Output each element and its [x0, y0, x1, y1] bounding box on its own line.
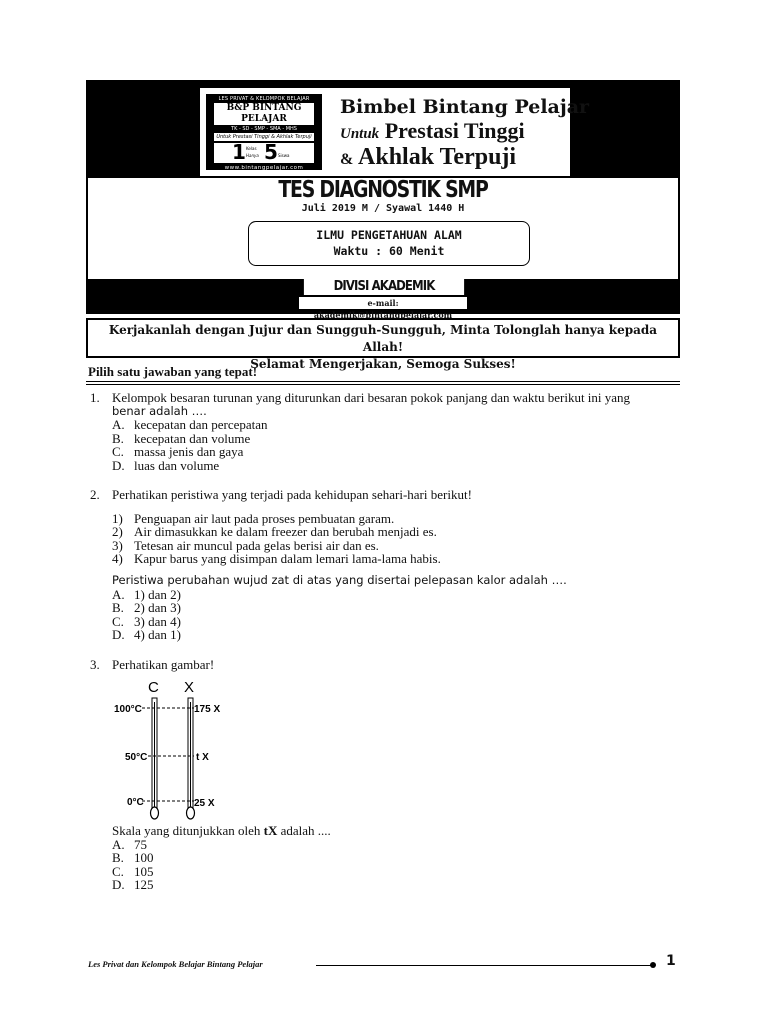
option-key: D.	[112, 457, 125, 473]
statement-key: 2)	[112, 524, 123, 540]
prompt-variable: tX	[263, 823, 278, 838]
footer-line	[316, 965, 652, 966]
question-1	[90, 391, 680, 473]
logo-website: www.bintangpelajar.com	[224, 165, 304, 171]
answer-options	[112, 588, 680, 642]
motto-line2: Selamat Mengerjakan, Semoga Sukses!	[250, 357, 516, 371]
statement-text: Kapur barus yang disimpan dalam lemari lama-lama habis.	[134, 551, 441, 567]
option-c	[112, 445, 680, 459]
scale-label-x: X	[184, 679, 195, 696]
logo-tagline: Untuk Prestasi Tinggi & Akhlak Terpuji	[214, 133, 314, 141]
brand-akhlak: Akhlak Terpuji	[358, 144, 517, 170]
question-text: Perhatikan peristiwa yang terjadi pada kehidupan sehari-hari berikut!	[112, 487, 472, 502]
question-prompt: Peristiwa perubahan wujud zat di atas yang disertai pelepasan kalor adalah ….	[112, 572, 567, 587]
brand-title: Bimbel Bintang Pelajar	[340, 96, 590, 118]
option-b	[112, 851, 680, 865]
reference-lines	[142, 708, 194, 801]
logo-hanya: Hanya	[246, 153, 259, 158]
statement-key: 3)	[112, 537, 123, 553]
question-number: 1.	[90, 390, 100, 405]
option-key: A.	[112, 417, 125, 433]
statement-item	[112, 525, 680, 539]
motto-box	[86, 318, 680, 371]
option-a	[112, 838, 680, 852]
option-d	[112, 628, 680, 642]
option-key: A.	[112, 836, 125, 852]
question-text-continued: benar adalah ….	[112, 403, 207, 418]
logo-line1: LES PRIVAT & KELOMPOK BELAJAR	[218, 96, 310, 102]
option-text: 1) dan 2)	[134, 586, 181, 602]
statement-item	[112, 552, 680, 566]
answer-options	[112, 838, 680, 892]
logo-siswa: Siswa	[278, 153, 290, 158]
option-a	[112, 418, 680, 432]
test-duration: Waktu : 60 Menit	[333, 244, 445, 258]
option-text: massa jenis dan gaya	[134, 444, 244, 460]
logo-number-5: 5	[264, 140, 278, 164]
question-text: Perhatikan gambar!	[112, 657, 215, 672]
logo-number-1: 1	[232, 140, 246, 164]
option-key: B.	[112, 430, 124, 446]
question-text: Kelompok besaran turunan yang diturunkan dari besaran pokok panjang dan waktu berikut ini yang	[112, 390, 631, 405]
brand-ampersand: &	[340, 151, 354, 168]
question-3-prompt	[90, 824, 680, 892]
option-key: D.	[112, 877, 125, 893]
prompt-prefix: Skala yang ditunjukkan oleh	[112, 823, 264, 838]
statement-text: Tetesan air muncul pada gelas berisi air dan es.	[134, 537, 379, 553]
instruction-text: Pilih satu jawaban yang tepat!	[88, 364, 258, 379]
option-c	[112, 615, 680, 629]
bintang-pelajar-logo	[206, 94, 322, 170]
option-c	[112, 865, 680, 879]
divider-line	[86, 381, 680, 382]
statement-key: 4)	[112, 551, 123, 567]
option-text: kecepatan dan percepatan	[134, 417, 268, 433]
option-text: 2) dan 3)	[134, 600, 181, 616]
option-text: 3) dan 4)	[134, 613, 181, 629]
brand-panel	[200, 88, 590, 176]
x-top-label: 175 X	[194, 704, 221, 715]
c-bottom-label: 0°C	[127, 797, 144, 808]
option-key: B.	[112, 850, 124, 866]
exam-header	[86, 80, 680, 320]
option-text: 75	[134, 836, 147, 852]
statement-list	[112, 512, 680, 566]
question-number: 3.	[90, 657, 100, 672]
footer-dot	[650, 962, 656, 968]
c-mid-label: 50°C	[125, 752, 148, 763]
answer-options	[112, 418, 680, 472]
divider-line	[86, 384, 680, 385]
option-b	[112, 432, 680, 446]
question-prompt	[112, 824, 680, 838]
thermometer-diagram	[112, 676, 232, 822]
x-bottom-label: 25 X	[194, 798, 215, 809]
logo-class-size	[214, 140, 314, 164]
statement-key: 1)	[112, 510, 123, 526]
logo-name: B&P BINTANG PELAJAR	[214, 103, 314, 125]
test-title: TES DIAGNOSTIK SMP	[278, 177, 488, 203]
option-text: luas dan volume	[134, 457, 220, 473]
statement-item	[112, 512, 680, 526]
question-3	[90, 658, 680, 672]
logo-kelas: Kelas	[246, 146, 257, 151]
scale-label-c: C	[148, 679, 159, 696]
option-key: C.	[112, 863, 124, 879]
option-key: B.	[112, 600, 124, 616]
test-date: Juli 2019 M / Syawal 1440 H	[301, 203, 465, 214]
logo-levels: TK - SD - SMP - SMA - MHS	[231, 126, 297, 132]
option-text: kecepatan dan volume	[134, 430, 251, 446]
brand-subtitle-1	[340, 118, 525, 144]
page-number: 1	[666, 953, 676, 969]
question-2	[90, 488, 680, 642]
statement-text: Penguapan air laut pada proses pembuatan garam.	[134, 510, 395, 526]
option-text: 125	[134, 877, 154, 893]
subject-box	[248, 221, 530, 266]
email-address: e-mail: akademik@bintangpelajar.com	[298, 296, 468, 310]
option-d	[112, 878, 680, 892]
statement-item	[112, 539, 680, 553]
option-key: A.	[112, 586, 125, 602]
footer-text: Les Privat dan Kelompok Belajar Bintang Pelajar	[88, 959, 263, 969]
option-b	[112, 601, 680, 615]
option-text: 105	[134, 863, 154, 879]
option-key: C.	[112, 444, 124, 460]
option-a	[112, 588, 680, 602]
statement-text: Air dimasukkan ke dalam freezer dan berubah menjadi es.	[134, 524, 437, 540]
brand-prestasi: Prestasi Tinggi	[384, 118, 525, 143]
question-number: 2.	[90, 487, 100, 502]
c-top-label: 100°C	[114, 704, 142, 715]
option-d	[112, 459, 680, 473]
division-label: DIVISI AKADEMIK	[304, 279, 464, 295]
x-mid-label: t X	[196, 752, 209, 763]
brand-untuk: Untuk	[340, 126, 380, 142]
prompt-suffix: adalah ....	[277, 823, 331, 838]
option-key: D.	[112, 627, 125, 643]
brand-subtitle-2	[340, 144, 516, 171]
option-key: C.	[112, 613, 124, 629]
option-text: 4) dan 1)	[134, 627, 181, 643]
option-text: 100	[134, 850, 154, 866]
motto-line1: Kerjakanlah dengan Jujur dan Sungguh-Sungguh, Minta Tolonglah hanya kepada Allah!	[108, 323, 658, 354]
subject-name: ILMU PENGETAHUAN ALAM	[316, 228, 462, 242]
